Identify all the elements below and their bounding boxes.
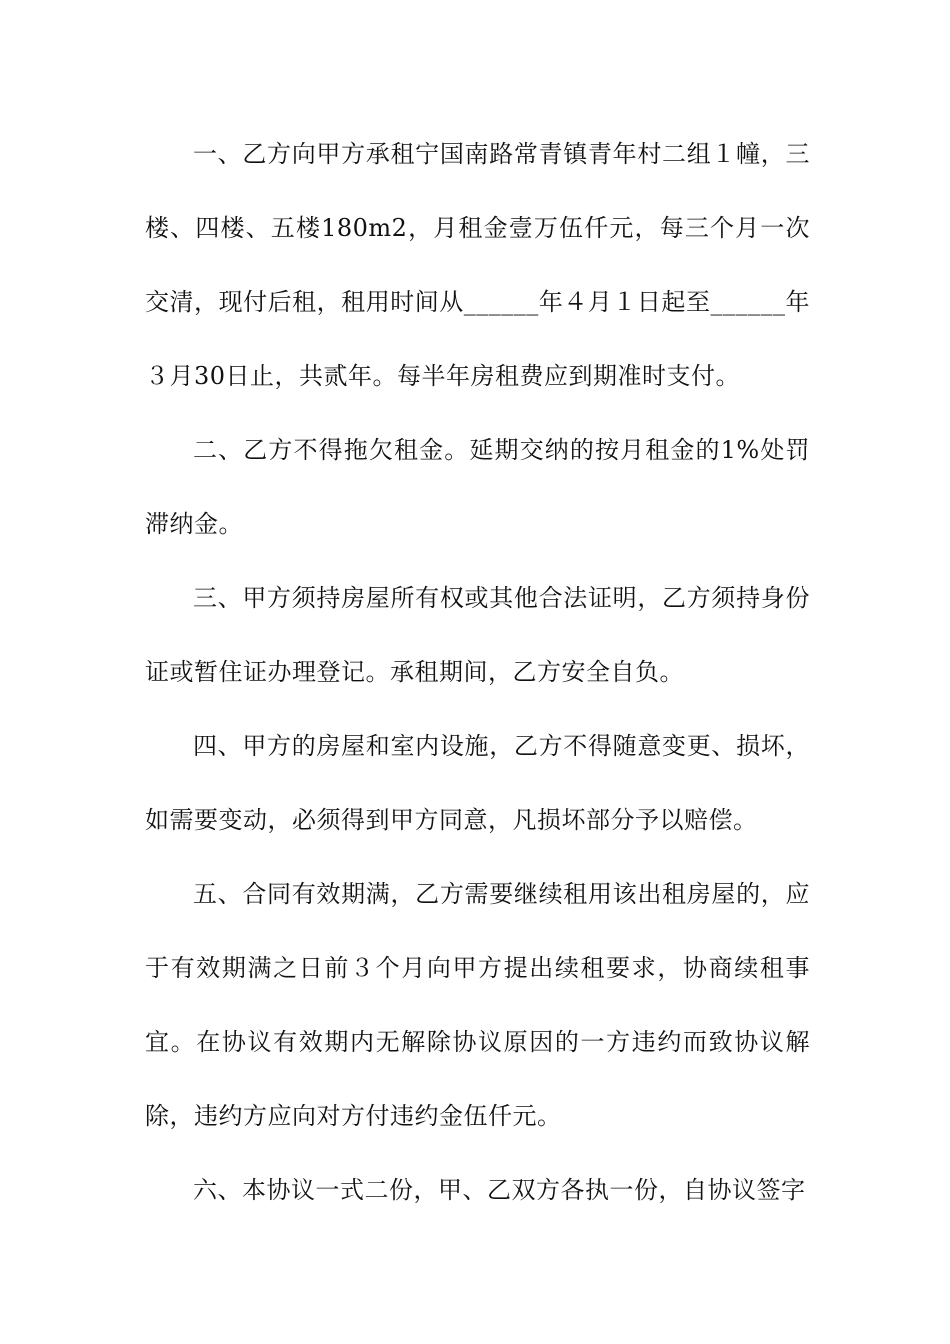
clause-1-paragraph: 一、乙方向甲方承租宁国南路常青镇青年村二组１幢，三楼、四楼、五楼180m2，月租金壹万伍仟元，每三个月一次交清，现付后租，租用时间从______年４月１日起至______年３月30日止，共贰年。每半年房租费应到期准时支付。: [145, 140, 810, 390]
contract-body: [145, 117, 810, 1227]
clause-4-paragraph: 四、甲方的房屋和室内设施，乙方不得随意变更、损坏，如需要变动，必须得到甲方同意，凡损坏部分予以赔偿。: [145, 732, 810, 834]
clause-6-paragraph: 六、本协议一式二份，甲、乙双方各执一份，自协议签字: [193, 1176, 806, 1204]
clause-2-paragraph: 二、乙方不得拖欠租金。延期交纳的按月租金的1%处罚滞纳金。: [145, 436, 810, 538]
clause-3-paragraph: 三、甲方须持房屋所有权或其他合法证明，乙方须持身份证或暂住证办理登记。承租期间，乙方安全自负。: [145, 584, 810, 686]
clause-5-paragraph: 五、合同有效期满，乙方需要继续租用该出租房屋的，应于有效期满之日前３个月向甲方提出续租要求，协商续租事宜。在协议有效期内无解除协议原因的一方违约而致协议解除，违约方应向对方付违约金伍仟元。: [145, 880, 810, 1130]
